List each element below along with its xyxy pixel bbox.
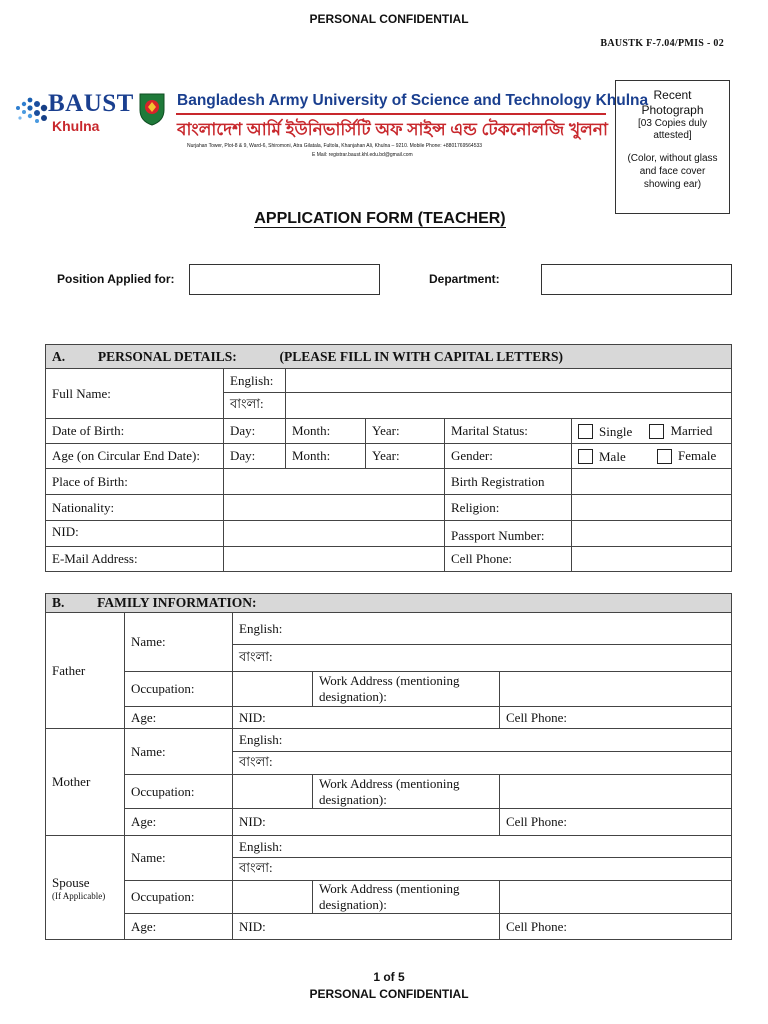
photo-label-7: showing ear): [643, 179, 702, 190]
mother-age-label: Age:: [125, 809, 233, 836]
spouse-name-label: Name:: [125, 836, 233, 881]
photo-label-2: Photograph: [641, 103, 704, 117]
spouse-work-address-label: Work Address (mentioning designation):: [313, 881, 500, 914]
form-title-text: APPLICATION FORM (TEACHER): [254, 210, 506, 227]
spouse-label: Spouse: [52, 874, 90, 890]
cell-phone-input[interactable]: [572, 547, 732, 572]
spouse-occupation-input[interactable]: [233, 881, 313, 914]
section-a-title: PERSONAL DETAILS:: [97, 348, 237, 364]
mother-name-bangla[interactable]: বাংলা:: [233, 752, 732, 775]
mother-name-label: Name:: [125, 729, 233, 775]
photo-label-6: and face cover: [639, 166, 706, 177]
cell-phone-label: Cell Phone:: [445, 547, 572, 572]
section-b-title: FAMILY INFORMATION:: [97, 595, 257, 610]
university-address: Nurjahan Tower, Plot-8 & 9, Ward-6, Shiromoni, Atra Gilatala, Fultola, Khanjahan Ali, Khulna – 9210. Mobile Phone: +8801769564533: [187, 143, 483, 149]
mother-name-english[interactable]: English:: [233, 729, 732, 752]
confidential-footer: PERSONAL CONFIDENTIAL: [309, 987, 469, 1001]
father-work-address-input[interactable]: [500, 672, 732, 707]
spouse-nid[interactable]: NID:: [233, 914, 500, 940]
department-label: Department:: [429, 272, 500, 286]
spouse-label-cell: [46, 836, 125, 940]
birth-registration-label: Birth Registration: [445, 469, 572, 495]
full-name-english-input[interactable]: [286, 369, 732, 393]
age-year[interactable]: Year:: [366, 444, 445, 469]
photo-label-5: (Color, without glass: [627, 153, 718, 164]
dob-year[interactable]: Year:: [366, 419, 445, 444]
university-name-bangla: বাংলাদেশ আর্মি ইউনিভার্সিটি অফ সাইন্স এন্ড টেকনোলজি খুলনা: [177, 120, 608, 139]
photo-label-1: Recent: [653, 88, 692, 102]
logo-baust-text: BAUST: [48, 90, 134, 117]
personal-details-table: [45, 344, 732, 572]
mother-occupation-label: Occupation:: [125, 775, 233, 809]
university-banner: [12, 80, 649, 166]
section-b-header: [46, 594, 732, 613]
passport-input[interactable]: [572, 521, 732, 547]
male-checkbox[interactable]: [578, 449, 593, 464]
email-input[interactable]: [224, 547, 445, 572]
mother-cell-phone[interactable]: Cell Phone:: [500, 809, 732, 836]
spouse-note: (If Applicable): [52, 890, 106, 901]
university-name-english: Bangladesh Army University of Science and Technology Khulna: [177, 92, 649, 109]
confidential-header: PERSONAL CONFIDENTIAL: [309, 12, 469, 26]
gender-options: [572, 444, 732, 469]
married-label: Married: [670, 423, 713, 439]
father-age-label: Age:: [125, 707, 233, 729]
passport-label: Passport Number:: [445, 521, 572, 547]
position-label: Position Applied for:: [57, 272, 175, 286]
section-b-letter: B.: [52, 595, 65, 610]
single-checkbox[interactable]: [578, 424, 593, 439]
section-a-note: (PLEASE FILL IN WITH CAPITAL LETTERS): [279, 348, 564, 364]
mother-work-address-label: Work Address (mentioning designation):: [313, 775, 500, 809]
age-day[interactable]: Day:: [224, 444, 286, 469]
section-a-header: [46, 345, 732, 369]
mother-occupation-input[interactable]: [233, 775, 313, 809]
nid-input[interactable]: [224, 521, 445, 547]
married-checkbox[interactable]: [649, 424, 664, 439]
position-input[interactable]: [189, 264, 380, 295]
female-checkbox[interactable]: [657, 449, 672, 464]
logo-dots-icon: [12, 94, 52, 130]
male-label: Male: [599, 448, 626, 464]
age-label: Age (on Circular End Date):: [46, 444, 224, 469]
nid-label: NID:: [46, 521, 224, 547]
department-input[interactable]: [541, 264, 732, 295]
father-label: Father: [46, 613, 125, 729]
spouse-age-label: Age:: [125, 914, 233, 940]
father-nid[interactable]: NID:: [233, 707, 500, 729]
spouse-occupation-label: Occupation:: [125, 881, 233, 914]
father-cell-phone[interactable]: Cell Phone:: [500, 707, 732, 729]
dob-day[interactable]: Day:: [224, 419, 286, 444]
form-title: [0, 210, 760, 228]
university-email: E Mail: registrar.baust.khl.edu.bd@gmail.com: [312, 152, 413, 158]
religion-input[interactable]: [572, 495, 732, 521]
full-name-english-label: English:: [224, 369, 286, 393]
photo-label-3: [03 Copies duly: [638, 118, 707, 129]
full-name-label: Full Name:: [46, 369, 224, 419]
email-label: E-Mail Address:: [46, 547, 224, 572]
banner-divider: [176, 113, 606, 115]
spouse-name-english[interactable]: English:: [233, 836, 732, 858]
nationality-input[interactable]: [224, 495, 445, 521]
dob-label: Date of Birth:: [46, 419, 224, 444]
mother-nid[interactable]: NID:: [233, 809, 500, 836]
gender-label: Gender:: [445, 444, 572, 469]
family-information-table: [45, 593, 732, 940]
father-occupation-label: Occupation:: [125, 672, 233, 707]
age-month[interactable]: Month:: [286, 444, 366, 469]
dob-month[interactable]: Month:: [286, 419, 366, 444]
logo-khulna-text: Khulna: [52, 118, 100, 134]
place-of-birth-input[interactable]: [224, 469, 445, 495]
marital-status-options: [572, 419, 732, 444]
photo-box[interactable]: [615, 80, 730, 214]
religion-label: Religion:: [445, 495, 572, 521]
single-label: Single: [599, 423, 633, 439]
spouse-name-bangla[interactable]: বাংলা:: [233, 858, 732, 881]
father-occupation-input[interactable]: [233, 672, 313, 707]
spouse-cell-phone[interactable]: Cell Phone:: [500, 914, 732, 940]
spouse-work-address-input[interactable]: [500, 881, 732, 914]
father-name-bangla[interactable]: বাংলা:: [233, 645, 732, 672]
university-crest-icon: [137, 92, 167, 126]
father-name-english[interactable]: English:: [233, 613, 732, 645]
marital-status-label: Marital Status:: [445, 419, 572, 444]
place-of-birth-label: Place of Birth:: [46, 469, 224, 495]
photo-label-4: attested]: [653, 130, 692, 141]
form-code: BAUSTK F-7.04/PMIS - 02: [600, 38, 724, 49]
mother-label: Mother: [46, 729, 125, 836]
page-number: 1 of 5: [373, 970, 405, 984]
nationality-label: Nationality:: [46, 495, 224, 521]
father-work-address-label: Work Address (mentioning designation):: [313, 672, 500, 707]
father-name-label: Name:: [125, 613, 233, 672]
full-name-bangla-input[interactable]: [286, 393, 732, 419]
full-name-bangla-label: বাংলা:: [224, 393, 286, 419]
section-a-letter: A.: [52, 348, 66, 364]
birth-registration-input[interactable]: [572, 469, 732, 495]
mother-work-address-input[interactable]: [500, 775, 732, 809]
female-label: Female: [677, 448, 717, 464]
